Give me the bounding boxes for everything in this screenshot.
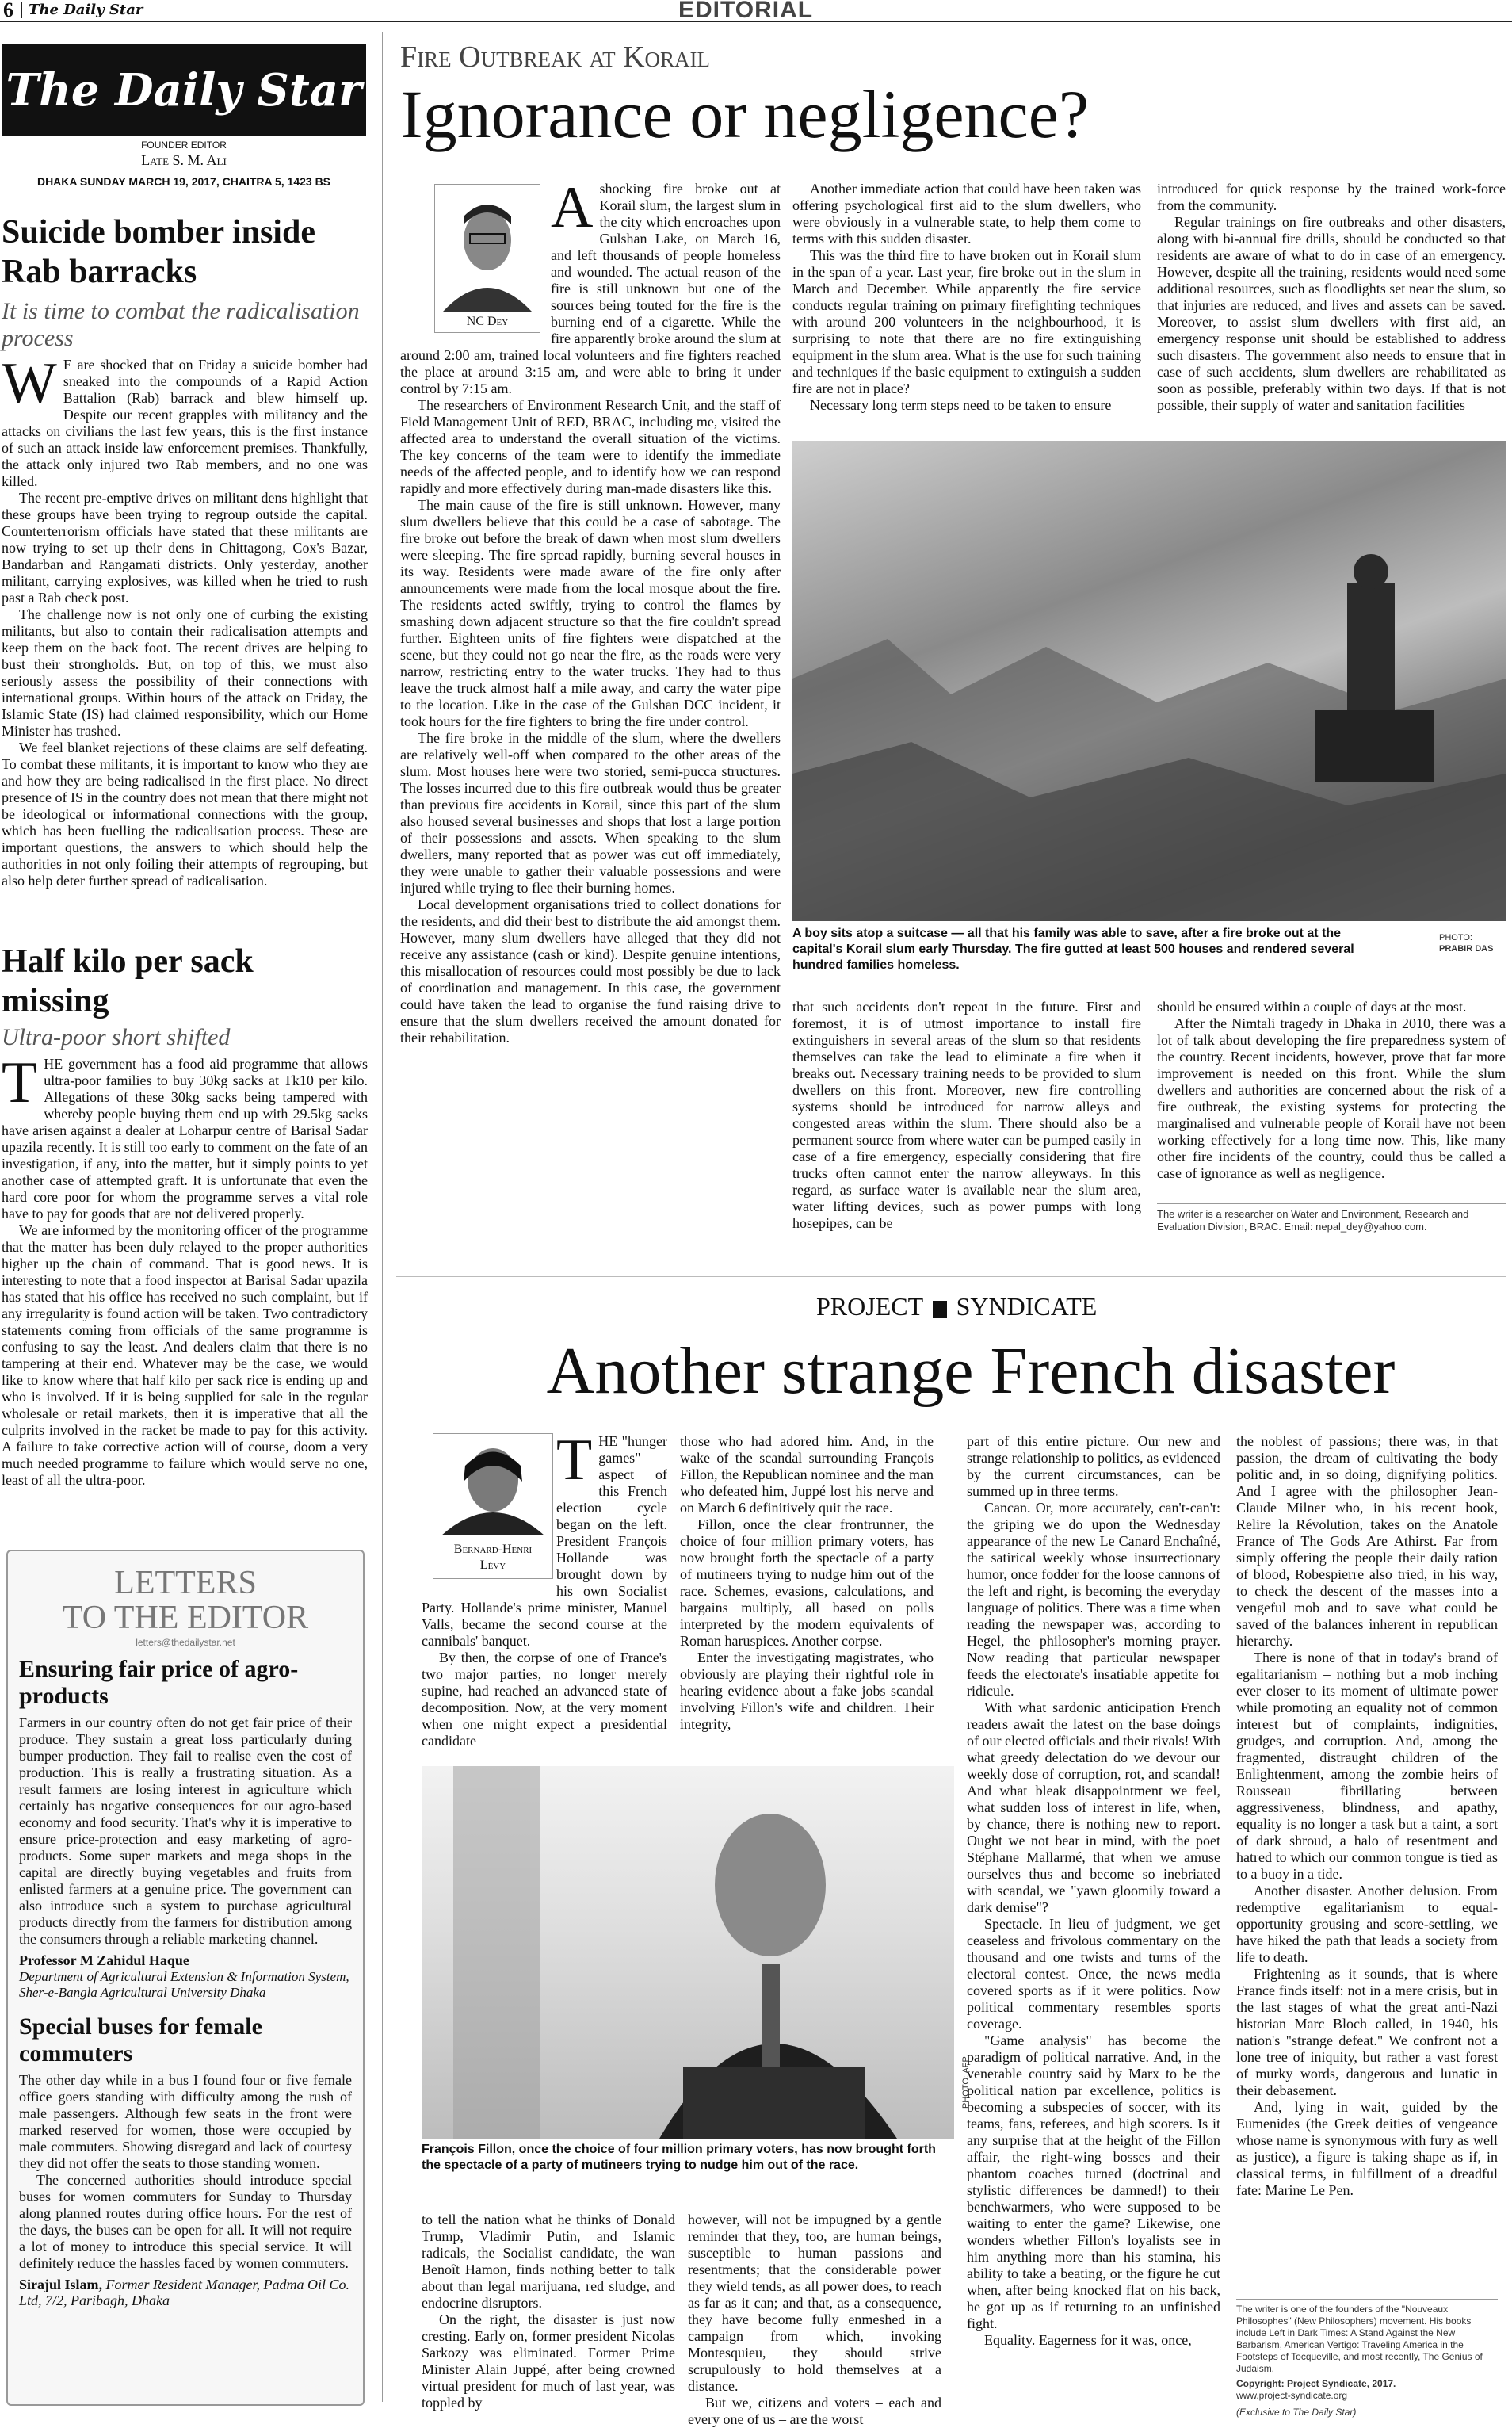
korail-photo-caption: A boy sits atop a suitcase — all that his family was able to save, after a fire broke out at the capital's Korail slum early Thursday. The fire gutted at least 500 houses and rendered several hundred families homeless.: [792, 927, 1354, 972]
editorial-title: Half kilo per sack missing: [2, 943, 254, 1019]
korail-bio: The writer is a researcher on Water and Environment, Research and Evaluation Division, BRAC. Email: nepal_dey@yahoo.com.: [1157, 1208, 1469, 1233]
french-title: Another strange French disaster: [546, 1334, 1396, 1408]
paragraph: shocking fire broke out at Korail slum, the largest slum in the city which encroaches upon Gulshan Lake, on March 16, and left thousands of people homeless and wounded. The actual reason of the fire is still unknown but one of the sources being touted for the fire is the burning end of a cigarette. While the fire apparently broke around the slum at around 2:00 am, trained local volunteers and fire fighters reached the place at around 3:15 am, and were able to bring it under control by 7:15 am.: [400, 181, 781, 396]
dropcap: T: [2, 1050, 38, 1115]
paragraph: Local development organisations tried to collect donations for the residents, and did their best to distribute the aid amongst them. However, many slum dwellers have alleged that they did not receive any assistance (cash or kind). Despite genuine intentions, this misallocation of resources could most possibly be due to lack of coordination and management. In this case, the government could have taken the lead to organise the fund raising drive to ensure that the slum dwellers received the amount donated for their rehabilitation.: [400, 897, 781, 1046]
editorial-half-kilo: [2, 942, 368, 1489]
paragraph: Enter the investigating magistrates, who obviously are playing their rightful role in hearing evidence about a fake jobs scandal involving Fillon's wife and children. Their integrity,: [680, 1650, 934, 1732]
page-number: 6: [3, 0, 13, 21]
paragraph: We are informed by the monitoring officer of the programme that the matter has been duly relayed to the proper authorities higher up the chain of command. That is good news. It is interesting to note that a food inspector at Barisal Sadar upazila has stated that his office has received no such complaint, but if any irregularity is found action will be taken. Two contradictory statements coming from officials of the same programme is confusing to say the least. And dealers claim that there is no tampering at their end. Whatever may be the case, we would like to know where that half kilo per sack rice is ending up and who is involved. If it is being supplied for sale in the regular wholesale or retail markets, then it is imperative that all the culprits involved in the racket be made to pay for this activity. A failure to take corrective action will of course, doom a very much needed programme to failure which would serve no one, least of all the ultra-poor.: [2, 1222, 368, 1488]
paragraph: part of this entire picture. Our new and strange relationship to politics, as evidenced by the current circumstances, can be summed up in three terms.: [967, 1433, 1220, 1499]
editorial-subtitle: It is time to combat the radicalisation process: [2, 298, 360, 351]
paragraph: The recent pre-emptive drives on militant dens highlight that these groups have been trying to regroup outside the capital. Counterterrorism officials have stated that these militants are now trying to set up their dens in Chittagong, Cox's Bazar, Bandarban and Rangamati districts. Only yesterday, another militant, carrying explosives, was killed when he tried to rush past a Rab check post.: [2, 490, 368, 606]
paragraph: With what sardonic anticipation French readers await the latest on the base doings of our elected officials and their rivals! With what greedy delectation do we devour our weekly dose of corruption, rot, and scandal! And what bleak disappointment we feel, what sudden loss of interest in life, when, by chance, there is nothing new to report. Ought we not bear in mind, with the poet Stéphane Mallarmé, that when we amuse ourselves thus and become so inebriated with scandal, we "yawn gloomily toward a dark demise"?: [967, 1700, 1221, 1915]
french-bio: [1236, 2304, 1498, 2418]
paragraph: But we, citizens and voters – each and every one of us – are the worst: [688, 2395, 941, 2427]
letter-body: Farmers in our country often do not get fair price of their produce. They sustain a great loss particularly during bumper production. They fail to realise even the cost of production. This is really a frustrating situation. As a result farmers are losing interest in agriculture which certainly has negative consequences for our agro-based economy and food security. That's why it is imperative to ensure price-protection and easy marketing of agro-products. Some super markets and mega shops in the capital are directly buying vegetables and fruits from enlisted farmers at a genuine price. The government can also introduce such a system to purchase agricultural products directly from the farmers for distribution among the consumers through a reliable marketing channel.: [19, 1715, 352, 1947]
paragraph: to tell the nation what he thinks of Donald Trump, Vladimir Putin, and Islamic radicals, the Socialist candidate, the wan Benoît Hamon, finds nothing better to talk about than legal marijuana, red sludge, and endocrine disruptors.: [422, 2212, 675, 2311]
paragraph: introduced for quick response by the trained work-force from the community.: [1157, 181, 1506, 213]
korail-kicker: Fire Outbreak at Korail: [400, 40, 710, 74]
syndicate-brand-left: PROJECT: [816, 1292, 923, 1321]
korail-photo-credit: PRABIR DAS: [1439, 944, 1494, 954]
logo-box: [2, 44, 366, 136]
letter-affiliation: Department of Agricultural Extension & Information System, Sher-e-Bangla Agricultural University Dhaka: [19, 1969, 349, 2000]
letter-author: [19, 2277, 352, 2308]
paragraph: the noblest of passions; there was, in that passion, the dream of cultivating the body politic and, in so doing, dignifying politics. And I agree with the philosopher Jean-Claude Milner who, in his recent book, Relire la Révolution, takes on the Anatole France of The Gods Are Athirst. Far from simply offering the people their daily ration of blood, Robespierre also tried, in his way, to check the descent of the masses into a vengeful mob and to save what could be saved of the balances inherent in republican hierarchy.: [1236, 1433, 1498, 1649]
korail-photo-credit-label: PHOTO:: [1439, 933, 1472, 943]
paragraph: Equality. Eagerness for it was, once,: [984, 2332, 1192, 2348]
korail-fire-photo: [792, 441, 1506, 921]
editorial-suicide-bomber: [2, 212, 368, 889]
letter-title: Ensuring fair price of agro-products: [19, 1656, 299, 1709]
paragraph: And, lying in wait, guided by the Eumenides (the Greek deities of vengeance whose name is synonymous with fury as well as justice), a figure is taking shape as if, in classical terms, in fulfillment of a dreadful fate: Marine Le Pen.: [1236, 2099, 1498, 2198]
letters-heading: LETTERS: [114, 1565, 257, 1601]
paragraph: E are shocked that on Friday a suicide bomber had sneaked into the compounds of a Rapid Action Battalion (Rab) barrack and blew himself up. Despite our recent grapples with militancy and the attacks on civilians the last few years, this is the first instance of such an attack inside law enforcement premises. Thankfully, the attack only injured two Rab members, and no one was killed.: [2, 357, 368, 489]
french-column-1-lower: [422, 2212, 675, 2411]
fillon-photo-caption: François Fillon, once the choice of four million primary voters, has now brought forth the spectacle of a party of mutineers trying to nudge him out of the race.: [422, 2143, 936, 2172]
korail-column-2-lower: [792, 999, 1141, 1232]
logo: The Daily Star: [6, 64, 362, 117]
paragraph: HE government has a food aid programme that allows ultra-poor families to buy 30kg sacks at Tk10 per kilo. Allegations of these 30kg sacks being tampered with whereby people buying them end up with 29.5kg sacks have arisen against a dealer at Loharpur centre of Barisal Sadar upazila recently. It is still too early to comment on the fate of an investigation, if any, into the matter, but it simply points to yet another case of attempted graft. It is unfortunate that even the hard core poor for whom the programme serves a vital role have to pay for goods that are not delivered properly.: [2, 1056, 368, 1222]
letter-body: [19, 2072, 352, 2272]
paragraph: On the right, the disaster is just now cresting. Early on, former president Nicolas Sarkozy was eliminated. Former Prime Minister Alain Juppé, after being crowned virtual president for much of last year, was toppled by: [422, 2311, 675, 2411]
paragraph: Cancan. Or, more accurately, can't-can't: the griping we do upon the Wednesday appearance of the new Le Canard Enchaîné, the satirical weekly whose insurrectionary humor, once fodder for the loose cannons of the left and right, is becoming the everyday language of politics. There was a time when reading the newspaper was, according to Hegel, the philosopher's morning prayer. Now reading that particular newspaper feeds the electorate's insatiable appetite for ridicule.: [967, 1500, 1220, 1699]
section-label: EDITORIAL: [678, 0, 814, 23]
top-strip: [0, 0, 1512, 22]
editorial-body: [2, 1050, 368, 1489]
french-column-2: [680, 1433, 934, 1733]
editorial-body: [2, 351, 368, 889]
dropcap: W: [2, 351, 57, 416]
paragraph: The other day while in a bus I found four or five female office goers standing with difficulty among the rush of male passengers. Although few seats in the front were marked reserved for women, those were occupied by male commuters. Showing disregard and lack of courtesy they did not offer the seats to those standing women.: [19, 2072, 352, 2171]
korail-column-3-lower: [1157, 999, 1506, 1182]
letter-title: Special buses for female commuters: [19, 2013, 262, 2067]
paragraph: We feel blanket rejections of these claims are self defeating. To combat these militants, it is important to know who they are and how they are being radicalised in the first place. No direct presence of IS in the country does not mean that there might not be ideological or informational connections with the group, which has been fuelling the radicalisation process. These are important questions, the answers to which should help the authorities in not only foiling their attempts of regrouping, but also help deter further spread of radicalisation.: [2, 740, 368, 889]
copyright: Copyright: Project Syndicate, 2017.: [1236, 2378, 1396, 2389]
founder-name: Late S. M. Ali: [141, 152, 227, 168]
editorial-subtitle: Ultra-poor short shifted: [2, 1024, 231, 1050]
fillon-photo: [422, 1766, 954, 2139]
paragraph: that such accidents don't repeat in the future. First and foremost, it is of utmost importance to install fire extinguishers in several areas of the slum so that residents themselves can take the lead to eliminate a fire when it breaks out. Necessary training needs to be provided to slum dwellers on this front. Moreover, new fire controlling systems should be introduced for narrow alleys and congested areas within the slum. There should also be a permanent source from where water can be pumped easily in case of a fire emergency, especially considering that fire trucks often cannot enter the narrow alleyways. In this regard, as surface water is available near the slum area, water lifting devices, such as power pumps with long hosepipes, can be: [792, 999, 1141, 1231]
paragraph: however, will not be impugned by a gentle reminder that they, too, are human beings, susceptible to human passions and resentments; that the considerable power they wield tends, as all power does, to reach as far as it can; and that, as a consequence, they have become fully enmeshed in a campaign from which, invoking Montesquieu, they should strive scrupulously to hold themselves at a distance.: [688, 2212, 941, 2394]
paragraph: Necessary long term steps need to be taken to ensure: [810, 397, 1112, 413]
website[interactable]: www.project-syndicate.org: [1236, 2390, 1348, 2401]
letters-box: [6, 1550, 365, 2406]
fillon-photo-credit: PHOTO: AFP: [961, 2056, 971, 2109]
paragraph: There is none of that in today's brand of egalitarianism – nothing but a mob inching ever closer to its moment of ultimate power while promoting an equality not of common interest but of complaints, indignities, grudges, and corruption. And, among the fragmented, distraught children of the Enlightenment, among the zombie heirs of Rousseau fibrillating between aggressiveness, blindness, and apathy, equality is no longer a task but a taint, a sort of dark shroud, a halo of resentment and hatred to which our common tongue is tied as to a buoy in a tide.: [1236, 1650, 1498, 1882]
exclusive-note: (Exclusive to The Daily Star): [1236, 2407, 1357, 2418]
editorial-title: Suicide bomber inside Rab barracks: [2, 214, 315, 290]
column-divider: [382, 32, 383, 2402]
paragraph: The main cause of the fire is still unknown. However, many slum dwellers believe that this could be a case of sabotage. The fire broke out before the break of dawn when most slum dwellers were sleeping. The fire spread rapidly, burning several houses in its way. Residents were made aware of the fire only after announcements were made from the local mosque about the fire. The residents acted swiftly, trying to control the flames by smashing down adjacent structure so that the fire couldn't spread further. Eighteen units of fire fighters were dispatched at the scene, but they could not go near the fire, as the roads were very narrow, restricting entry to the water trucks. They had to thus leave the truck almost half a mile away, and carry the water pipe to the location. Like in the case of the Gulshan DCC incident, it took hours for the fire fighters to bring the fire under control.: [400, 497, 781, 729]
section-divider: [396, 1276, 1506, 1277]
syndicate-icon: [933, 1301, 947, 1318]
paragraph: The challenge now is not only one of curbing the existing militants, but also to contain their radicalisation attempts and keep them on the back foot. The recent drives are helping to bust their strongholds. But, on top of this, we must also seriously assess the possibility of their connections with international groups. Within hours of the attack on Friday, the Islamic State (IS) had claimed responsibility, which our Home Minister has trashed.: [2, 606, 368, 739]
french-column-2-lower: [688, 2212, 941, 2428]
french-column-3: [967, 1433, 1220, 2349]
fire-ruins-image: [792, 441, 1506, 921]
korail-column-3: [1157, 181, 1506, 414]
paragraph: Spectacle. In lieu of judgment, we get ceaseless and frivolous commentary on the thousand and one twists and turns of the electoral contest. Once, the news media covered sports as if it were politics. Now political commentary resembles sports coverage.: [967, 1916, 1220, 2032]
paragraph: By then, the corpse of one of France's two major parties, no longer merely supine, had reached an advanced state of decomposition. Now, at the very moment when one might expect a presidential candidate: [422, 1650, 667, 1749]
letter-author: Professor M Zahidul Haque: [19, 1952, 189, 1968]
paragraph: The researchers of Environment Research Unit, and the staff of Field Management Unit of RED, BRAC, including me, visited the affected area to understand the overall situation of the victims. The key concerns of the team were to identify the immediate needs of the affected people, and to identify how we can respond rapidly and more effectively during man-made disasters like this.: [400, 397, 781, 496]
author-name: Bernard-Henri Lévy: [453, 1543, 533, 1572]
author-name: NC Dey: [466, 315, 509, 328]
paragraph: Another immediate action that could have been taken was offering psychological first aid to the slum dwellers, who were obviously in a vulnerable state, to help them come to terms with this sudden disaster.: [792, 181, 1141, 247]
bio-divider: [1236, 2299, 1498, 2300]
bio-text: The writer is one of the founders of the "Nouveaux Philosophes" (New Philosophers) movement. His books include Left in Dark Times: A Stand Against the New Barbarism, American Vertigo: Traveling America in the Footsteps of Tocqueville, and most recently, The Genius of Judaism.: [1236, 2304, 1483, 2374]
paragraph: Frightening as it sounds, that is where France finds itself: not in a mere crisis, but in the last stages of what the great anti-Nazi historian Marc Bloch called, in 1940, his nation's "strange defeat." We confront not a lone tree of iniquity, but rather a vast forest of murky words, dangerous and lunatic in their debasement.: [1236, 1966, 1498, 2098]
fillon-image: [422, 1766, 954, 2139]
korail-title: Ignorance or negligence?: [400, 76, 1090, 152]
french-column-1: [422, 1428, 667, 1749]
letter-affiliation: Former Resident Manager, Padma Oil Co. Ltd, 7/2, Paribagh, Dhaka: [19, 2277, 349, 2308]
letters-email[interactable]: letters@thedailystar.net: [136, 1637, 235, 1648]
paragraph: Regular trainings on fire outbreaks and other disasters, along with bi-annual fire drills, should be conducted so that residents are aware of what to do in case of an emergency. However, despite all the training, residents would need some additional resources, such as floodlights set near the slum, so that injuries are reduced, and lives and assets can be saved. Moreover, to assist slum dwellers with first aid, an emergency response unit should be established to address such disasters. The government also needs to ensure that in case of such accidents, slum dwellers are rehabilitated as soon as possible, preferably within two days. If that is not possible, their supply of water and sanitation facilities: [1157, 214, 1506, 413]
dropcap: A: [551, 175, 594, 240]
paragraph: Fillon, once the clear frontrunner, the choice of four million primary voters, has now brought forth the spectacle of a party of mutineers trying to nudge him out of the race. Schemes, evasions, calculations, and bargains multiply, all based on polls interpreted by the modern equivalents of Roman haruspices. Another corpse.: [680, 1516, 934, 1649]
letter-author-name: Sirajul Islam,: [19, 2277, 103, 2292]
french-column-4: [1236, 1433, 1498, 2199]
dateline: DHAKA SUNDAY MARCH 19, 2017, CHAITRA 5, 1423 BS: [2, 170, 366, 193]
syndicate-brand: [816, 1292, 1097, 1321]
paragraph: This was the third fire to have broken out in Korail slum in the span of a year. Last year, fire broke out in the slum in March and December. While apparently the fire service conducts regular training on primary firefighting techniques with around 200 volunteers in the neighbourhood, it is surprising to note that there are no fire extinguishing equipment in the slum area. What is the use for such training and techniques if the basic equipment to extinguish a sudden fire are not in place?: [792, 247, 1141, 396]
letters-heading-2: TO THE EDITOR: [62, 1600, 309, 1636]
dropcap: T: [556, 1428, 593, 1493]
korail-column-1: [400, 175, 781, 1046]
photo-float-spacer: [400, 181, 551, 346]
paragraph: HE "hunger games" aspect of this French election cycle began on the left. President François Hollande was brought down by his own Socialist Party. Hollande's prime minister, Manuel Valls, became the second course at the cannibals' banquet.: [422, 1433, 667, 1649]
paragraph: The fire broke in the middle of the slum, where the dwellers are relatively well-off when compared to the other areas of the slum. Most houses here were two storied, semi-pucca structures. The losses incurred due to this fire outbreak would thus be greater than previous fire accidents in Korail, since this part of the slum also housed several businesses and shops that lost a large portion of their possessions and assets. When speaking to the slum dwellers, many reported that as power was cut off immediately, they were unable to gather their valuable possessions and were injured while trying to flee their burning homes.: [400, 730, 781, 896]
paragraph: After the Nimtali tragedy in Dhaka in 2010, there was a lot of talk about developing the fire preparedness system of the country. Recent incidents, however, prove that far more improvement is needed on this front. While the slum dwellers and authorities are concerned about the risk of a fire outbreak, the existing systems for protecting the marginalised and vulnerable people of Korail have not been working effectively for a long time now. This, like many other fire incidents of the country, could thus be called a case of ignorance as well as negligence.: [1157, 1015, 1506, 1181]
paragraph: should be ensured within a couple of days at the most.: [1157, 999, 1467, 1015]
paragraph: those who had adored him. And, in the wake of the scandal surrounding François Fillon, the Republican nominee and the man who defeated him, Juppé lost his nerve and on March 6 definitively quit the race.: [680, 1433, 934, 1516]
syndicate-brand-right: SYNDICATE: [956, 1292, 1098, 1321]
korail-column-2: [792, 181, 1141, 414]
photo-float-spacer: [422, 1433, 556, 1589]
paragraph: The concerned authorities should introduce special buses for women commuters for Sunday to Thursday along planned routes during office hours. For the rest of the days, the buses can be open for all. It will not require a lot of money to introduce this special service. It will definitely reduce the hassles faced by women commuters.: [19, 2172, 352, 2271]
paragraph: "Game analysis" has become the paradigm of political narrative. And, in the venerable country said by Marx to be the political nation par excellence, politics is becoming a subspecies of soccer, with its teams, fans, referees, and high scorers. Is it any surprise that at the height of the Fillon affair, the right-wing bosses and their phantom coaches turned (doctrinal and stylistic differences be damned!) to their benchwarmers, who were supposed to be waiting to enter the game? Likewise, one wonders whether Fillon's loyalists see in him anything more than his stamina, his ability to take a beating, or the figure he cut when, after being knocked flat on his back, he got up as if returning to an unfinished fight.: [967, 2032, 1220, 2331]
paragraph: Another disaster. Another delusion. From redemptive egalitarianism to equal-opportunity grousing and score-settling, we have hiked the path that leads a society from life to death.: [1236, 1883, 1498, 1965]
top-paper-name: The Daily Star: [21, 2, 143, 18]
founder-label: FOUNDER EDITOR: [141, 140, 227, 151]
bio-divider: [1157, 1203, 1506, 1204]
